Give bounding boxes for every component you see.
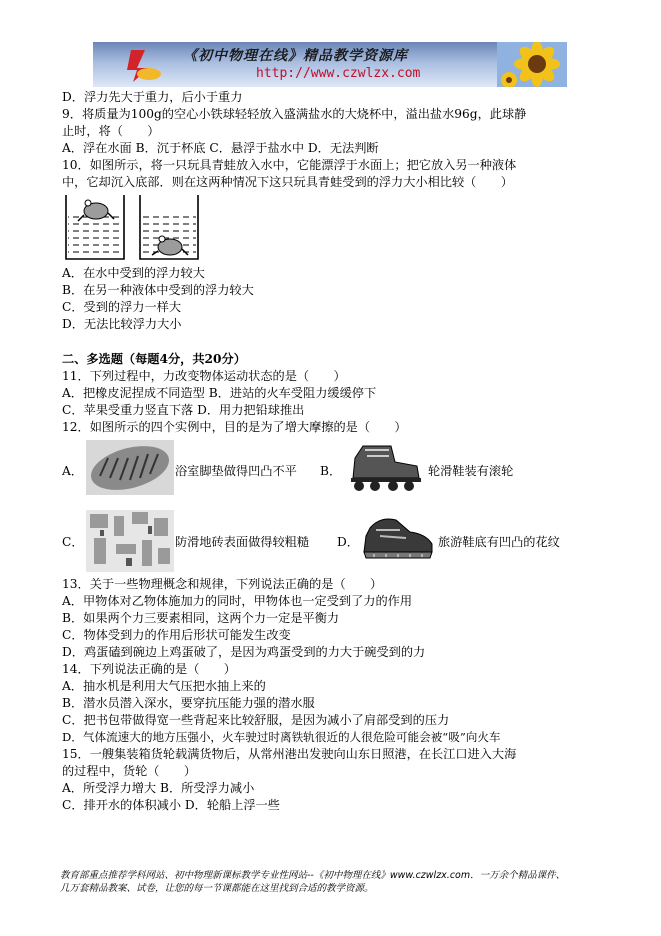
q12-stem: 12．如图所示的四个实例中，目的是为了增大摩擦的是（ ） <box>62 420 407 434</box>
q11-options-ab: A．把橡皮泥捏成不同造型 B．进站的火车受阻力缓缓停下 <box>62 386 377 400</box>
q12-option-b-label: B． <box>320 464 342 478</box>
site-logo-icon <box>123 46 163 84</box>
roller-skate-image <box>343 444 425 492</box>
q11-options-cd: C．苹果受重力竖直下落 D．用力把铅球推出 <box>62 403 305 417</box>
q10-option-b: B．在另一种液体中受到的浮力较大 <box>62 283 254 297</box>
q14-option-a: A．抽水机是利用大气压把水抽上来的 <box>62 679 266 693</box>
q10-stem-line2: 中，它却沉入底部．则在这两种情况下这只玩具青蛙受到的浮力大小相比较（ ） <box>62 175 513 189</box>
q10-option-d: D．无法比较浮力大小 <box>62 317 182 331</box>
q15-options-ab: A．所受浮力增大 B．所受浮力减小 <box>62 781 255 795</box>
q14-option-b: B．潜水员潜入深水，要穿抗压能力强的潜水服 <box>62 696 315 710</box>
q12-option-c-text: 防滑地砖表面做得较粗糙 <box>175 535 310 549</box>
frog-beakers-figure <box>62 193 204 263</box>
floor-tile-image <box>86 510 174 572</box>
q12-option-d-text: 旅游鞋底有凹凸的花纹 <box>438 535 560 549</box>
q11-stem: 11．下列过程中，力改变物体运动状态的是（ ） <box>62 369 346 383</box>
q13-option-c: C．物体受到力的作用后形状可能发生改变 <box>62 628 291 642</box>
q14-option-d: D．气体流速大的地方压强小，火车驶过时离铁轨很近的人很危险可能会被“吸”向火车 <box>62 730 501 744</box>
q9-stem-line1: 9．将质量为100g的空心小铁球轻轻放入盛满盐水的大烧杯中，溢出盐水96g，此球静 <box>62 107 527 121</box>
banner-url[interactable]: http://www.czwlzx.com <box>256 66 421 81</box>
sneaker-image <box>360 510 436 562</box>
q14-option-c: C．把书包带做得宽一些背起来比较舒服，是因为减小了肩部受到的压力 <box>62 713 450 727</box>
footer-line2: 几万套精品教案、试卷，让您的每一节课都能在这里找到合适的教学资源。 <box>60 883 374 894</box>
q12-option-a-label: A． <box>62 464 83 478</box>
q9-stem-line2: 止时，将（ ） <box>62 124 160 138</box>
bath-mat-image <box>86 440 174 495</box>
q15-options-cd: C．排开水的体积减小 D．轮船上浮一些 <box>62 798 280 812</box>
q10-option-a: A．在水中受到的浮力较大 <box>62 266 205 280</box>
q13-stem: 13．关于一些物理概念和规律，下列说法正确的是（ ） <box>62 577 383 591</box>
q14-stem: 14．下列说法正确的是（ ） <box>62 662 236 676</box>
footer-line1: 教育部重点推荐学科网站、初中物理新课标教学专业性网站--《初中物理在线》www.czwlzx.com．一万余个精品课件、 <box>60 870 566 881</box>
q15-stem-line2: 的过程中，货轮（ ） <box>62 764 197 778</box>
section-heading: 二、多选题（每题4分，共20分） <box>62 352 246 366</box>
q12-option-b-text: 轮滑鞋装有滚轮 <box>428 464 514 478</box>
header-banner <box>93 42 567 87</box>
q9-options: A．浮在水面 B．沉于杯底 C．悬浮于盐水中 D．无法判断 <box>62 141 379 155</box>
q10-stem-line1: 10．如图所示，将一只玩具青蛙放入水中，它能漂浮于水面上；把它放入另一种液体 <box>62 158 517 172</box>
q13-option-a: A．甲物体对乙物体施加力的同时，甲物体也一定受到了力的作用 <box>62 594 413 608</box>
q12-option-a-text: 浴室脚垫做得凹凸不平 <box>175 464 297 478</box>
q12-option-c-label: C． <box>62 535 84 549</box>
q12-option-d-label: D． <box>337 535 359 549</box>
sunflower-icon <box>497 42 567 87</box>
q8-option-d: D．浮力先大于重力，后小于重力 <box>62 90 243 104</box>
q13-option-b: B．如果两个力三要素相同，这两个力一定是平衡力 <box>62 611 340 625</box>
q10-option-c: C．受到的浮力一样大 <box>62 300 182 314</box>
q13-option-d: D．鸡蛋磕到碗边上鸡蛋破了，是因为鸡蛋受到的力大于碗受到的力 <box>62 645 426 659</box>
q15-stem-line1: 15．一艘集装箱货轮载满货物后，从常州港出发驶向山东日照港，在长江口进入大海 <box>62 747 517 761</box>
banner-title: 《初中物理在线》精品教学资源库 <box>183 48 408 64</box>
